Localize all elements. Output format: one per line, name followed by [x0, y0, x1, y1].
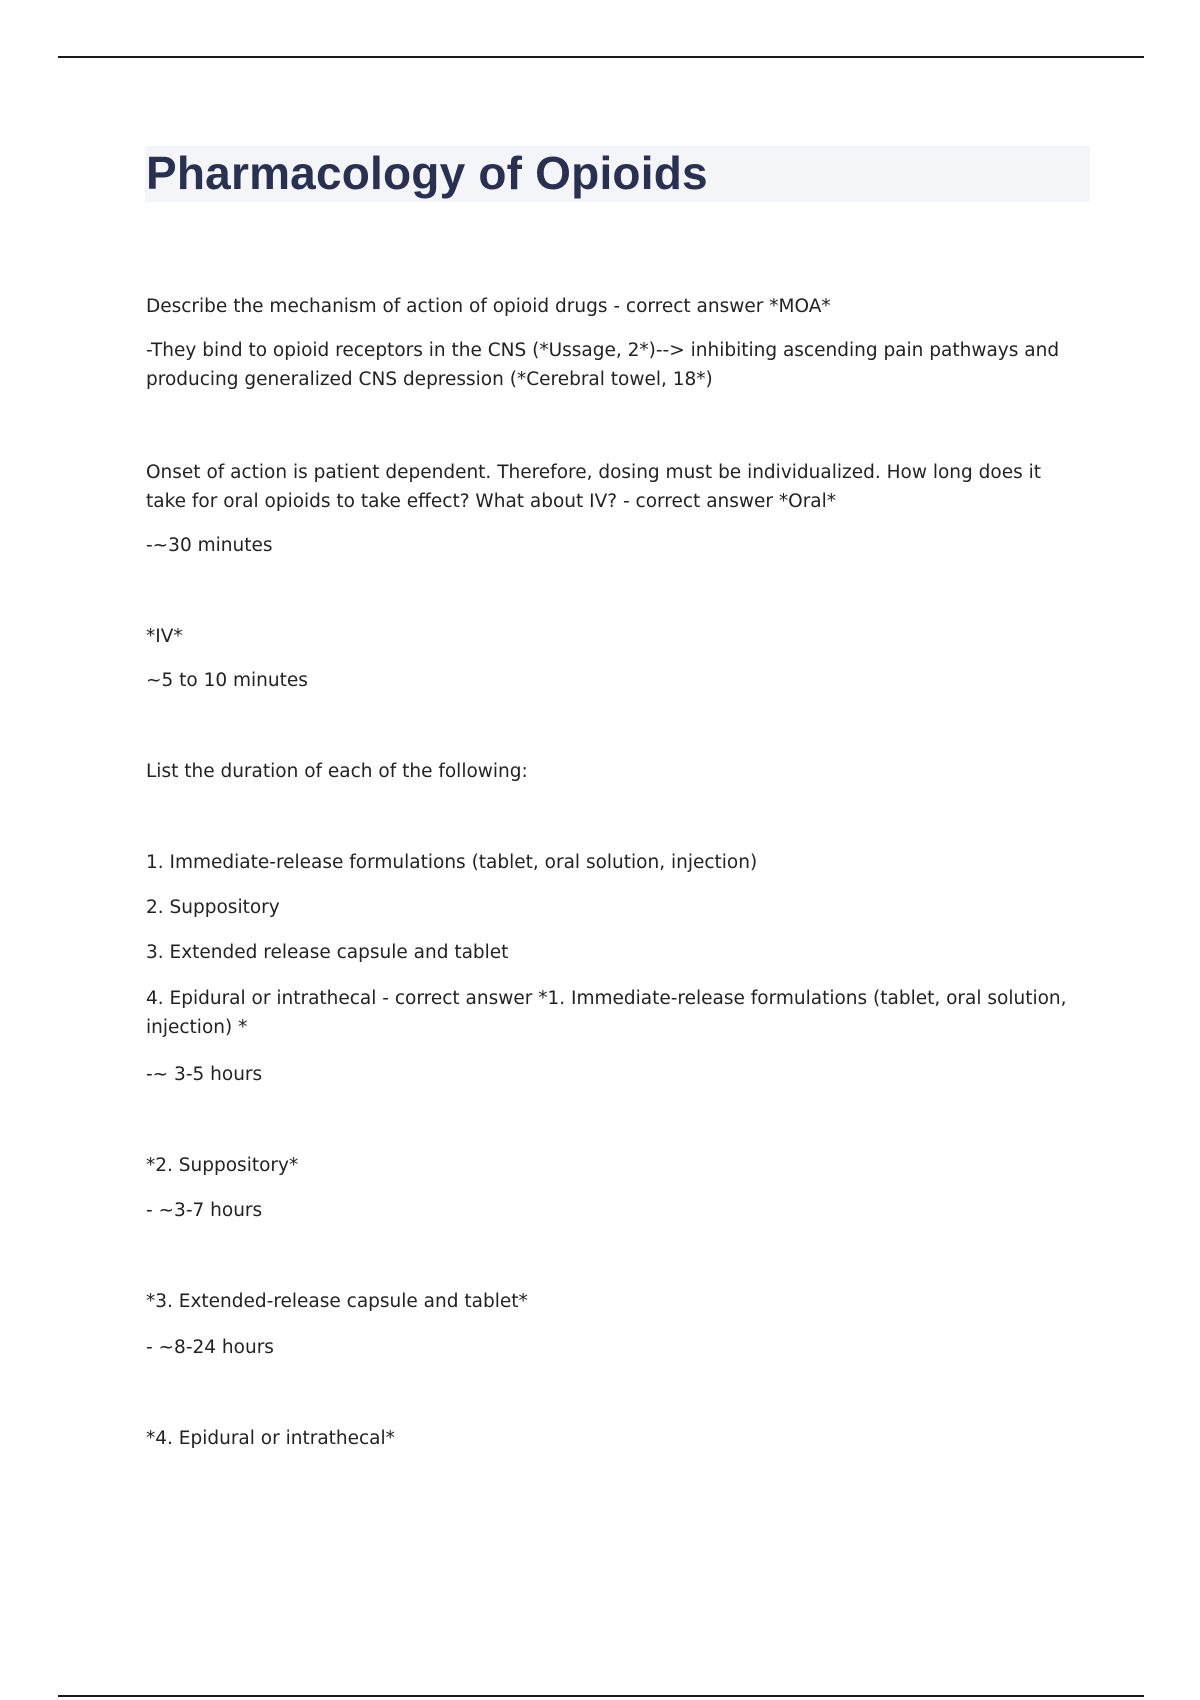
list-item-2: 2. Suppository [146, 897, 280, 918]
answer-immediate-release: -~ 3-5 hours [146, 1064, 263, 1085]
extended-release-heading: *3. Extended-release capsule and tablet* [146, 1291, 528, 1312]
top-rule [58, 56, 1144, 58]
question-moa: Describe the mechanism of action of opioid drugs - correct answer *MOA* [146, 296, 831, 317]
suppository-heading: *2. Suppository* [146, 1155, 299, 1176]
bottom-rule [58, 1695, 1144, 1697]
answer-moa: -They bind to opioid receptors in the CNS (*Ussage, 2*)--> inhibiting ascending pain pathways and producing generalized CNS depression (*Cerebral towel, 18*) [146, 340, 1060, 390]
question-duration: List the duration of each of the following: [146, 761, 528, 782]
list-item-3: 3. Extended release capsule and tablet [146, 942, 509, 963]
question-onset: Onset of action is patient dependent. Therefore, dosing must be individualized. How long does it take for oral opioids to take effect? What about IV? - correct answer *Oral* [146, 462, 1041, 512]
answer-iv-onset: ~5 to 10 minutes [146, 670, 308, 691]
answer-suppository: - ~3-7 hours [146, 1200, 263, 1221]
answer-oral-onset: -~30 minutes [146, 535, 273, 556]
page-title: Pharmacology of Opioids [146, 147, 708, 199]
list-item-4: 4. Epidural or intrathecal - correct answer *1. Immediate-release formulations (tablet, oral solution, injection) * [146, 988, 1067, 1038]
iv-heading: *IV* [146, 626, 183, 647]
list-item-1: 1. Immediate-release formulations (tablet, oral solution, injection) [146, 852, 758, 873]
epidural-heading: *4. Epidural or intrathecal* [146, 1428, 395, 1449]
answer-extended-release: - ~8-24 hours [146, 1337, 274, 1358]
